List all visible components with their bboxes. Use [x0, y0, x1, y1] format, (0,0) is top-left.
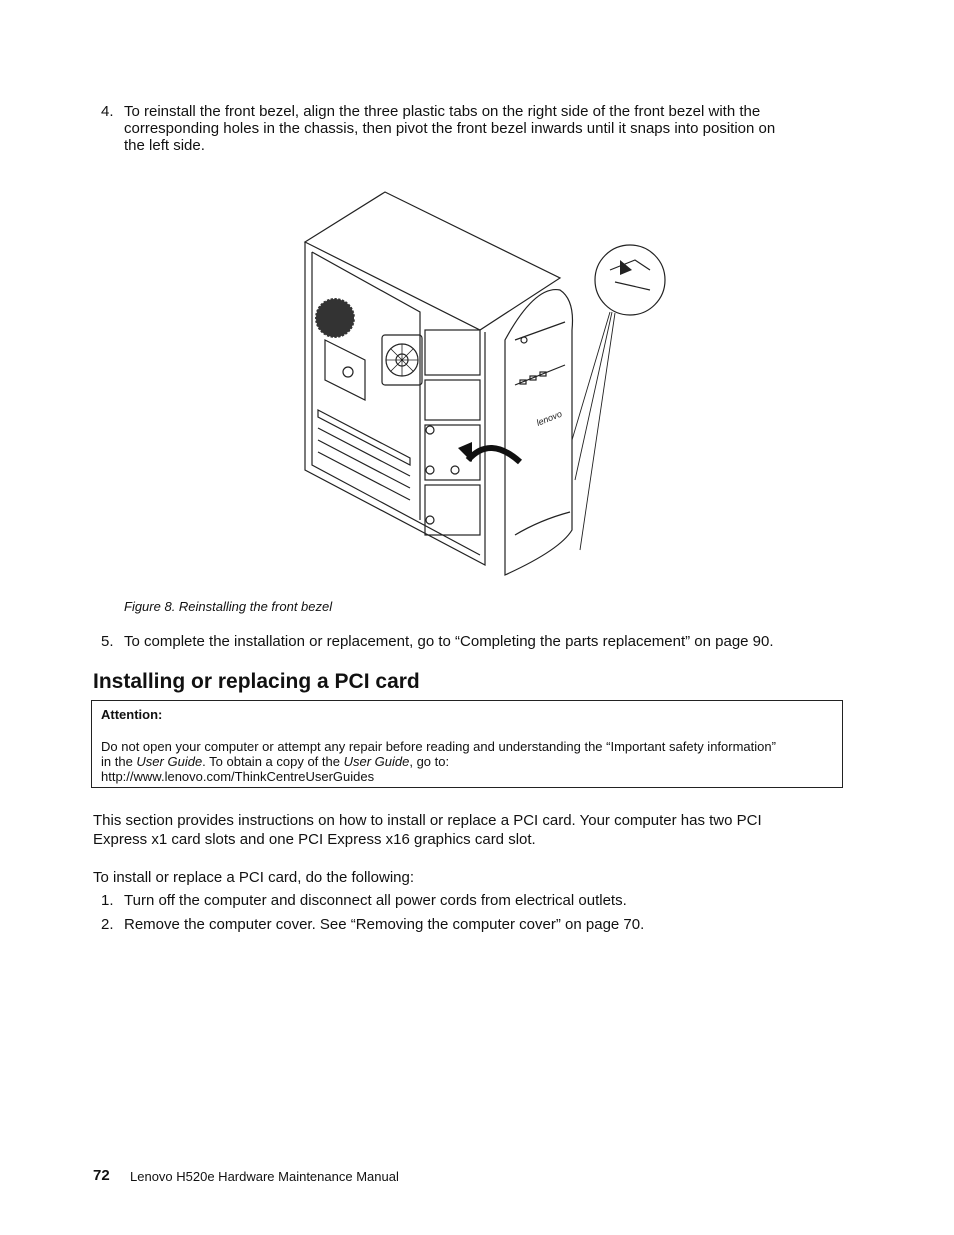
step-number: 2. [101, 916, 114, 933]
attention-title: Attention: [101, 707, 163, 722]
step-text-line: corresponding holes in the chassis, then pivot the front bezel inwards until it snaps into position on [124, 120, 776, 137]
step-text [124, 103, 841, 154]
attention-body [101, 739, 841, 784]
step-number: 4. [101, 103, 114, 120]
step-text: Turn off the computer and disconnect all power cords from electrical outlets. [124, 892, 627, 909]
step-number: 5. [101, 633, 114, 650]
attention-line: Do not open your computer or attempt any repair before reading and understanding the “Important safety information” [101, 739, 776, 754]
front-bezel [505, 290, 573, 575]
attention-line [101, 754, 841, 769]
figure-caption: Figure 8. Reinstalling the front bezel [124, 599, 333, 614]
attention-url: http://www.lenovo.com/ThinkCentreUserGuides [101, 769, 375, 784]
page-number: 72 [93, 1167, 110, 1184]
attention-notice [91, 700, 843, 788]
step-text-line: To reinstall the front bezel, align the three plastic tabs on the right side of the front bezel with the [124, 103, 761, 120]
procedure-lead: To install or replace a PCI card, do the following: [93, 869, 414, 886]
chassis-side [305, 242, 485, 565]
bezel-logo: lenovo [535, 408, 564, 428]
attention-text: in the [101, 754, 137, 769]
step-text: Remove the computer cover. See “Removing the computer cover” on page 70. [124, 916, 645, 933]
expansion-slots [318, 410, 410, 500]
attention-emphasis: User Guide [343, 754, 410, 769]
cpu-fan [382, 335, 422, 385]
intro-line: This section provides instructions on how to install or replace a PCI card. Your computer has two PCI [93, 812, 762, 829]
attention-text: , go to: [409, 754, 450, 769]
drive-bays [425, 330, 480, 535]
section-heading: Installing or replacing a PCI card [93, 670, 420, 693]
attention-text: . To obtain a copy of the [202, 754, 344, 769]
computer-bezel-illustration [290, 190, 670, 585]
step-number: 1. [101, 892, 114, 909]
attention-emphasis: User Guide [136, 754, 203, 769]
tab-detail-callout [595, 245, 665, 315]
step-text: To complete the installation or replacement, go to “Completing the parts replacement” on page 90. [124, 633, 774, 650]
intro-line: Express x1 card slots and one PCI Express x16 graphics card slot. [93, 831, 536, 848]
manual-title: Lenovo H520e Hardware Maintenance Manual [130, 1169, 399, 1184]
intro-paragraph [93, 811, 833, 849]
step-text-line: the left side. [124, 137, 205, 154]
